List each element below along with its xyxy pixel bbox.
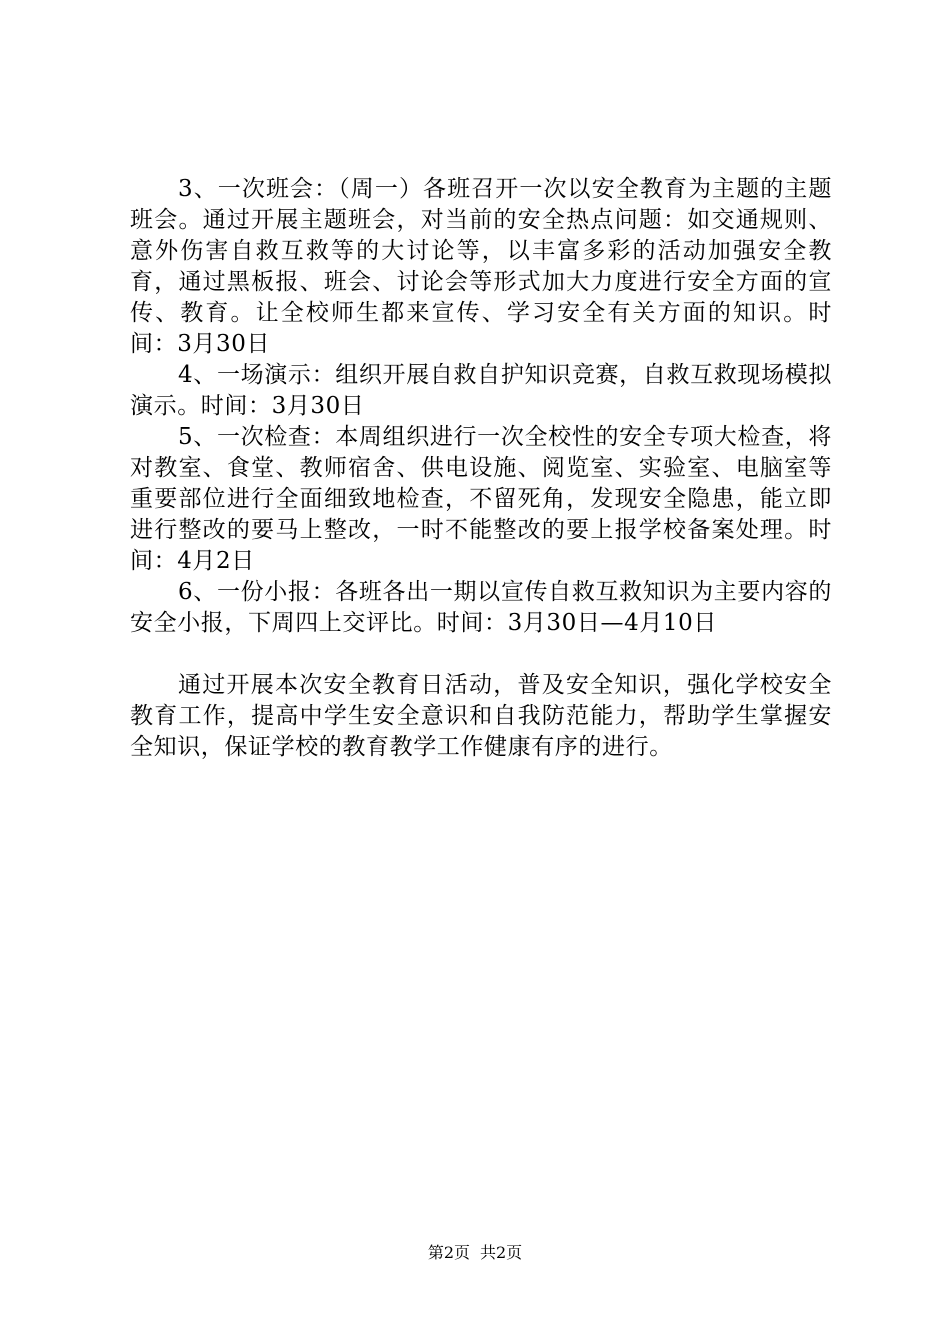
page-footer [0,1243,950,1263]
page-total: 共2页 [480,1243,523,1262]
document-body [130,174,832,763]
paragraph-class-meeting: 3、一次班会：（周一）各班召开一次以安全教育为主题的主题班会。通过开展主题班会，对当前的安全热点问题：如交通规则、意外伤害自救互救等的大讨论等，以丰富多彩的活动加强安全教育，通过黑板报、班会、讨论会等形式加大力度进行安全方面的宣传、教育。让全校师生都来宣传、学习安全有关方面的知识。时间：3月30日 [130,176,832,357]
paragraph-spacer [130,639,832,670]
paragraph-conclusion: 通过开展本次安全教育日活动，普及安全知识，强化学校安全教育工作，提高中学生安全意识和自我防范能力，帮助学生掌握安全知识，保证学校的教育教学工作健康有序的进行。 [130,672,832,760]
paragraph-newsletter: 6、一份小报：各班各出一期以宣传自救互救知识为主要内容的安全小报，下周四上交评比。时间：3月30日—4月10日 [130,579,832,636]
page-number: 第2页 [427,1243,470,1262]
paragraph-inspection: 5、一次检查：本周组织进行一次全校性的安全专项大检查，将对教室、食堂、教师宿舍、供电设施、阅览室、实验室、电脑室等重要部位进行全面细致地检查，不留死角，发现安全隐患，能立即进行整改的要马上整改，一时不能整改的要上报学校备案处理。时间：4月2日 [130,424,832,574]
paragraph-demonstration: 4、一场演示：组织开展自救自护知识竞赛，自救互救现场模拟演示。时间：3月30日 [130,362,832,419]
